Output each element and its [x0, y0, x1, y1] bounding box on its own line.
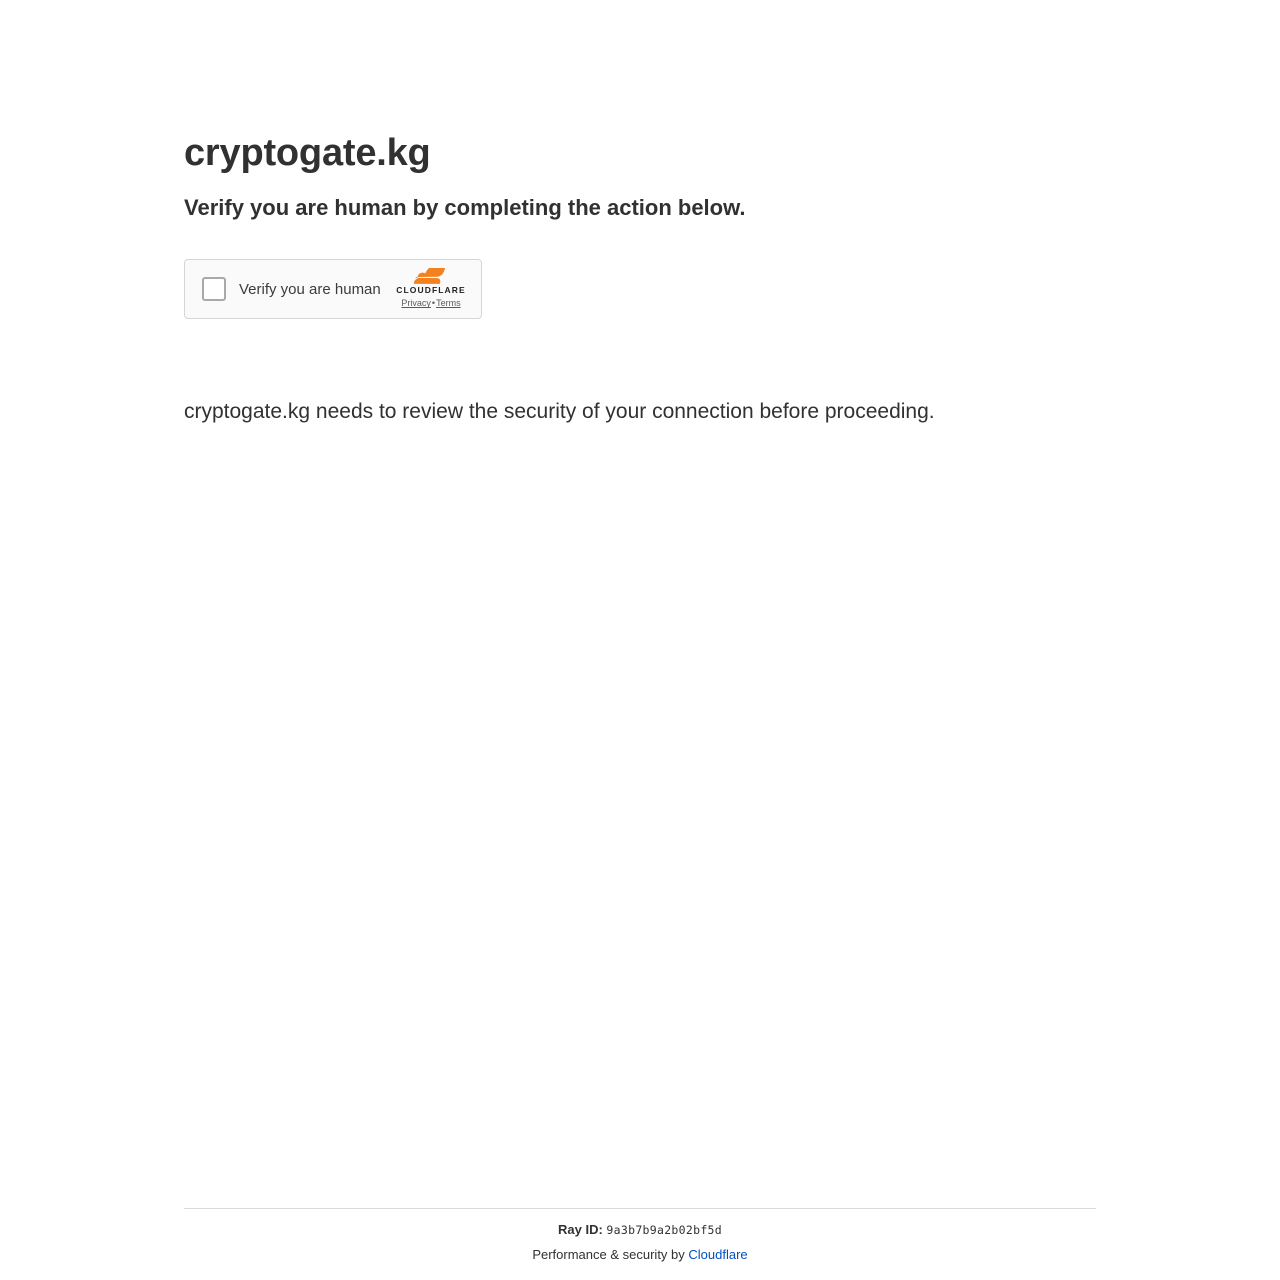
verify-human-label: Verify you are human [239, 280, 381, 298]
cloudflare-wordmark: CLOUDFLARE [396, 284, 466, 295]
widget-links [392, 299, 470, 308]
turnstile-widget[interactable] [184, 259, 482, 319]
security-explainer-text: cryptogate.kg needs to review the security of your connection before proceeding. [184, 400, 935, 424]
ray-id-row [184, 1209, 1096, 1237]
performance-row [184, 1237, 1096, 1262]
challenge-content [184, 0, 1096, 430]
page-subtitle: Verify you are human by completing the action below. [184, 194, 746, 220]
ray-id-value: 9a3b7b9a2b02bf5d [606, 1223, 722, 1237]
cloudflare-link[interactable]: Cloudflare [688, 1247, 748, 1262]
cloudflare-branding [392, 268, 470, 311]
page-footer [184, 1208, 1096, 1262]
verify-human-checkbox[interactable] [202, 277, 226, 301]
privacy-link[interactable]: Privacy [401, 298, 431, 309]
ray-id-label: Ray ID: [558, 1222, 603, 1237]
terms-link[interactable]: Terms [436, 298, 461, 309]
cloudflare-logo-icon [410, 268, 452, 285]
page-title: cryptogate.kg [184, 132, 431, 174]
link-separator: • [431, 298, 436, 309]
performance-text: Performance & security by [532, 1247, 685, 1262]
